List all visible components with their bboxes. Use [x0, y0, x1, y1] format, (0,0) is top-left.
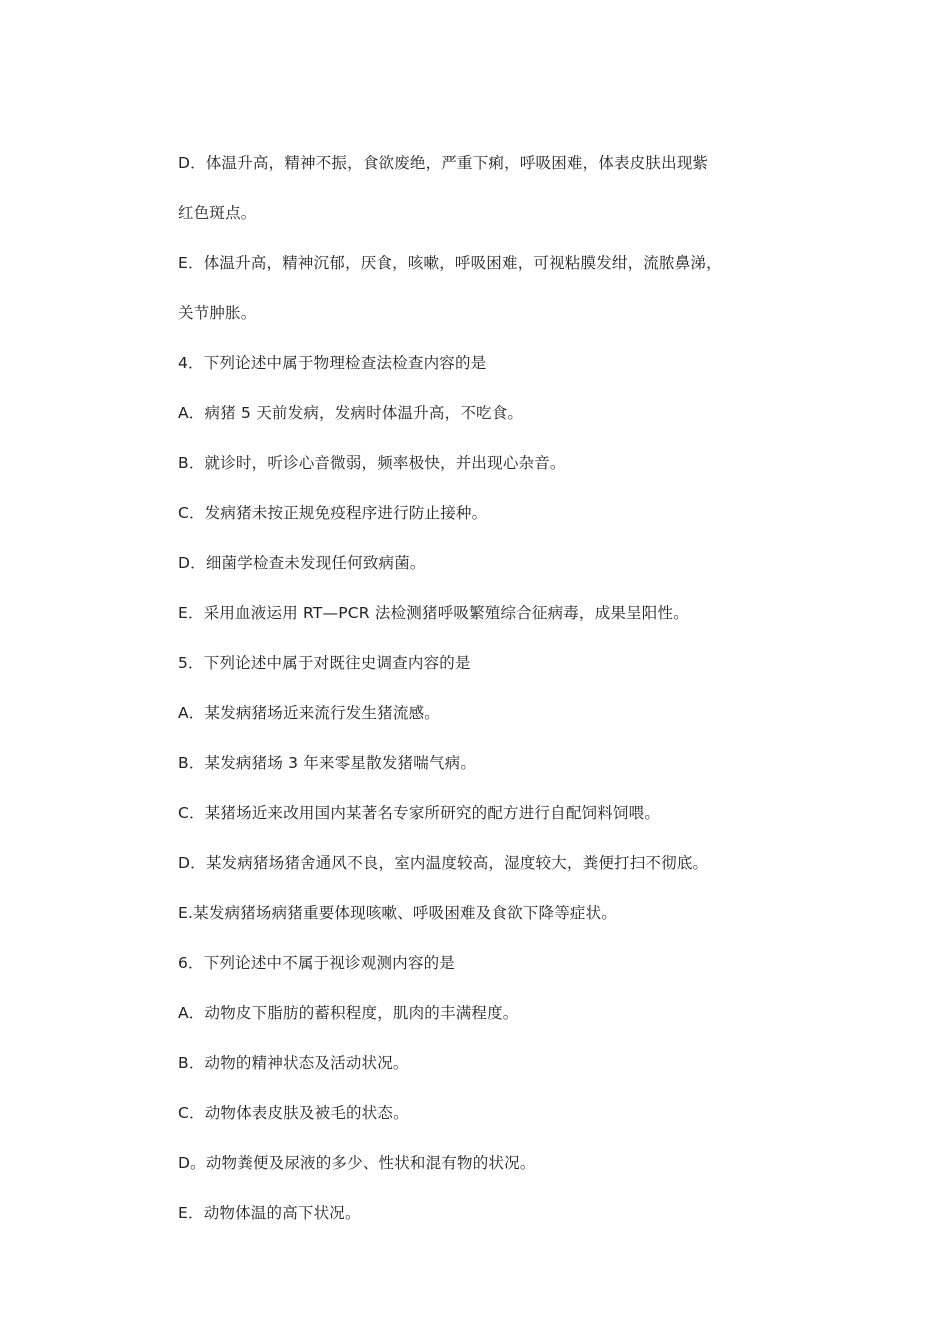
- text-line: E．体温升高，精神沉郁，厌食，咳嗽，呼吸困难，可视粘膜发绀，流脓鼻涕，: [178, 254, 722, 272]
- option-a: A．动物皮下脂肪的蓄积程度，肌肉的丰满程度。: [178, 1004, 519, 1022]
- question-6: 6．下列论述中不属于视诊观测内容的是: [178, 954, 455, 972]
- document-page: [178, 148, 778, 1248]
- option-d: D．某发病猪场猪舍通风不良，室内温度较高，湿度较大，粪便打扫不彻底。: [178, 854, 709, 872]
- option-c: C．某猪场近来改用国内某著名专家所研究的配方进行自配饲料饲喂。: [178, 804, 661, 822]
- text-line: 红色斑点。: [178, 204, 257, 222]
- text-line: D．体温升高，精神不振，食欲废绝，严重下痢，呼吸困难，体表皮肤出现紫: [178, 154, 709, 172]
- option-d: D．细菌学检查未发现任何致病菌。: [178, 554, 426, 572]
- option-e: E．采用血液运用 RT—PCR 法检测猪呼吸繁殖综合征病毒，成果呈阳性。: [178, 604, 689, 622]
- question-4: 4．下列论述中属于物理检查法检查内容的是: [178, 354, 487, 372]
- option-b: B．动物的精神状态及活动状况。: [178, 1054, 409, 1072]
- option-d: D。动物粪便及尿液的多少、性状和混有物的状况。: [178, 1154, 536, 1172]
- option-c: C．动物体表皮肤及被毛的状态。: [178, 1104, 409, 1122]
- option-e: E.某发病猪场病猪重要体现咳嗽、呼吸困难及食欲下降等症状。: [178, 904, 618, 922]
- question-5: 5．下列论述中属于对既往史调查内容的是: [178, 654, 471, 672]
- option-b: B．某发病猪场 3 年来零星散发猪喘气病。: [178, 754, 477, 772]
- option-c: C．发病猪未按正规免疫程序进行防止接种。: [178, 504, 488, 522]
- option-a: A．某发病猪场近来流行发生猪流感。: [178, 704, 441, 722]
- option-a: A．病猪 5 天前发病，发病时体温升高，不吃食。: [178, 404, 524, 422]
- option-e: E．动物体温的高下状况。: [178, 1204, 361, 1222]
- option-b: B．就诊时，听诊心音微弱，频率极快，并出现心杂音。: [178, 454, 566, 472]
- text-line: 关节肿胀。: [178, 304, 257, 322]
